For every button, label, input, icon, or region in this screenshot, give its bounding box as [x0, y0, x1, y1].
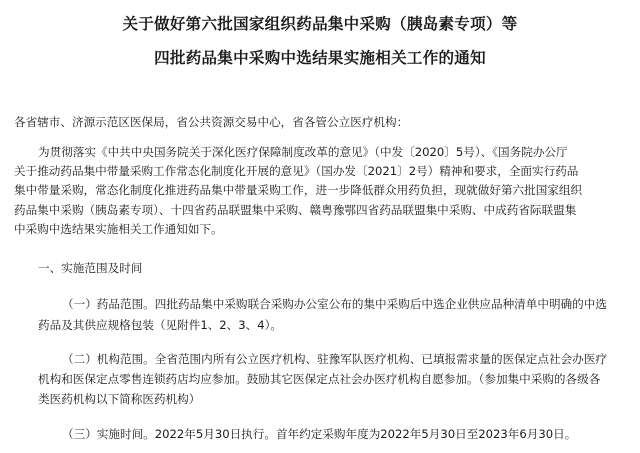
intro-line-3: 集中带量采购，常态化制度化推进药品集中带量采购工作，进一步降低群众用药负担，现就做好第六批国家组织: [14, 183, 583, 197]
item2-line-1: （二）机构范围。全省范围内所有公立医疗机构、驻豫军队医疗机构、已填报需求量的医保定点社会办医疗: [62, 352, 607, 366]
salutation: 各省辖市、济源示范区医保局，省公共资源交易中心，省各管公立医疗机构：: [14, 115, 409, 129]
item2-line-2: 机构和医保定点零售连锁药店均应参加。鼓励其它医保定点社会办医疗机构自愿参加。（参加集中采购的各级各: [38, 372, 601, 386]
intro-line-4: 药品集中采购（胰岛素专项）、十四省药品联盟集中采购、赣粤豫鄂四省药品联盟集中采购、中成药省际联盟集: [14, 203, 577, 217]
item3-line-1: （三）实施时间。2022年5月30日执行。首年约定采购年度为2022年5月30日至2023年6月30日。: [62, 427, 577, 441]
document-title-line-2: 四批药品集中采购中选结果实施相关工作的通知: [154, 49, 486, 67]
item1-line-1: （一）药品范围。四批药品集中采购联合采购办公室公布的集中采购后中选企业供应品种清单中明确的中选: [62, 297, 607, 311]
intro-line-5: 中采购中选结果实施相关工作通知如下。: [14, 222, 223, 236]
section-heading: 一、实施范围及时间: [38, 261, 143, 275]
item2-line-3: 类医药机构以下简称医药机构）: [38, 392, 201, 406]
intro-line-2: 关于推动药品集中带量采购工作常态化制度化开展的意见》（国办发〔2021〕2号）精神和要求，全面实行药品: [14, 164, 579, 178]
intro-line-1: 为贯彻落实《中共中央国务院关于深化医疗保障制度改革的意见》（中发〔2020〕5号）、《国务院办公厅: [38, 145, 568, 159]
item1-line-2: 药品及其供应规格包装（见附件1、2、3、4）。: [38, 318, 282, 332]
document-title-line-1: 关于做好第六批国家组织药品集中采购（胰岛素专项）等: [122, 15, 518, 33]
